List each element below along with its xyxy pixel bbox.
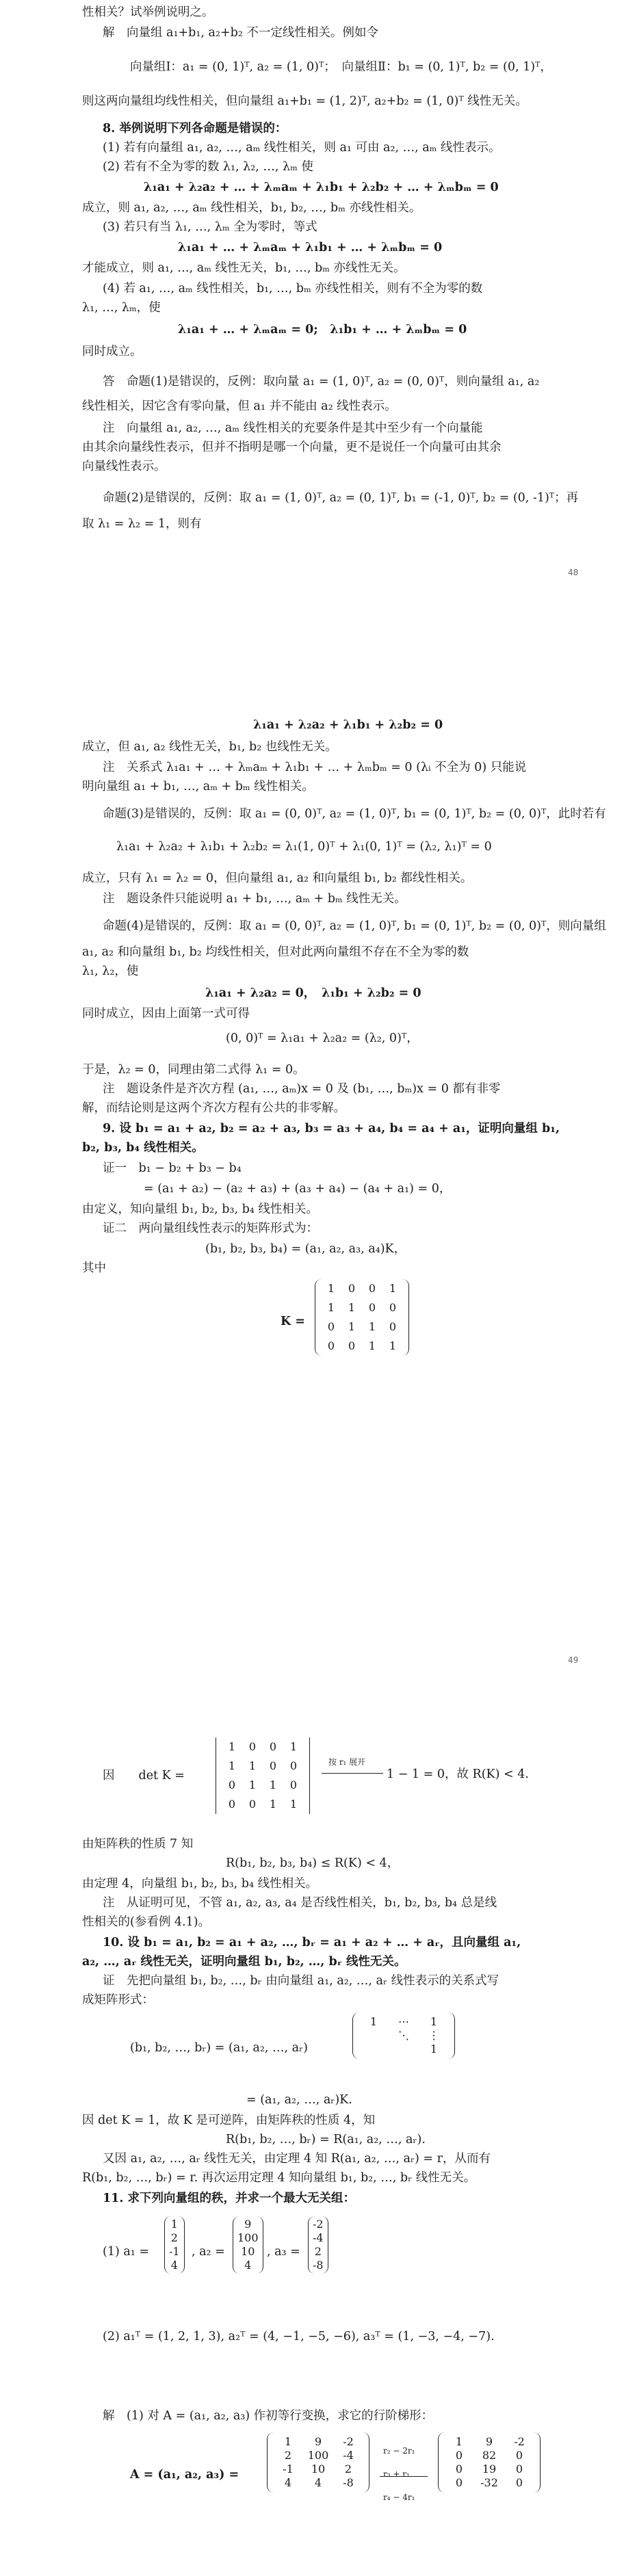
matrix-cell: 0 bbox=[515, 2449, 523, 2462]
text-line: λ₁, …, λₘ，使 bbox=[82, 301, 161, 315]
text-line: 才能成立，则 a₁, …, aₘ 线性无关，b₁, …, bₘ 亦线性无关。 bbox=[82, 261, 406, 275]
matrix-cell bbox=[359, 2042, 389, 2056]
matrix-cell: 1 bbox=[269, 1778, 277, 1791]
matrix-A bbox=[267, 2432, 369, 2493]
matrix-cell: 0 bbox=[248, 1798, 257, 1811]
page-48 bbox=[0, 0, 637, 711]
vector-a1 bbox=[164, 2216, 185, 2274]
vector-entry: 9 bbox=[244, 2218, 252, 2231]
note-line: 注 从证明可见，不管 a₁, a₂, a₃, a₄ 是否线性相关，b₁, b₂, b₃, b₄ 总是线 bbox=[103, 1896, 497, 1910]
equation: λ₁a₁ + λ₂a₂ + … + λₘaₘ + λ₁b₁ + λ₂b₂ + … + λₘbₘ = 0 bbox=[144, 181, 499, 194]
equation: λ₁a₁ + … + λₘaₘ + λ₁b₁ + … + λₘbₘ = 0 bbox=[178, 241, 443, 254]
det-result: 1 − 1 = 0，故 R(K) < 4. bbox=[387, 1767, 529, 1781]
expansion-note: 按 r₁ 展开 bbox=[328, 1757, 366, 1767]
matrix-cell: 9 bbox=[485, 2435, 493, 2448]
vector-entry: -4 bbox=[313, 2231, 324, 2244]
matrix-cell: 1 bbox=[430, 2015, 438, 2028]
page-49 bbox=[0, 711, 637, 1696]
text-line: R(b₁, b₂, …, bᵣ) = r. 再次运用定理 4 知向量组 b₁, b₂, …, bᵣ 线性无关。 bbox=[82, 2171, 476, 2185]
equation: = (a₁, a₂, …, aᵣ)K. bbox=[246, 2093, 352, 2107]
problem-10-title: 10. 设 b₁ = a₁, b₂ = a₁ + a₂, …, bᵣ = a₁ + a₂ + … + aᵣ，且向量组 a₁, bbox=[103, 1936, 521, 1949]
matrix-cell: 1 bbox=[369, 2015, 378, 2028]
note-line: 注 关系式 λ₁a₁ + … + λₘaₘ + λ₁b₁ + … + λₘbₘ = 0 (λᵢ 不全为 0) 只能说 bbox=[103, 761, 527, 774]
note-line: 注 题设条件只能说明 a₁ + b₁, …, aₘ + bₘ 线性无关。 bbox=[103, 892, 406, 906]
text-line: 由定义，知向量组 b₁, b₂, b₃, b₄ 线性相关。 bbox=[82, 1202, 318, 1216]
matrix-cell: ⋯ bbox=[398, 2015, 409, 2028]
answer-line: 答 命题(1)是错误的，反例：取向量 a₁ = (1, 0)ᵀ, a₂ = (0, 0)ᵀ，则向量组 a₁, a₂ bbox=[103, 375, 540, 389]
row-op: r₂ − 2r₁ bbox=[383, 2446, 415, 2456]
matrix-cell: -2 bbox=[343, 2435, 354, 2448]
matrix-cell: 0 bbox=[368, 1301, 376, 1314]
solution-line: 解 (1) 对 A = (a₁, a₂, a₃) 作初等行变换，求它的行阶梯形： bbox=[103, 2409, 434, 2423]
text-line: 则这两向量组均线性相关，但向量组 a₁+b₁ = (1, 2)ᵀ, a₂+b₂ = (1, 0)ᵀ 线性无关。 bbox=[82, 94, 528, 108]
equation: R(b₁, b₂, …, bᵣ) = R(a₁, a₂, …, aᵣ). bbox=[226, 2133, 426, 2146]
text-line: , a₂ = bbox=[192, 2245, 225, 2259]
matrix-cell: -32 bbox=[480, 2476, 498, 2489]
det-label: 因 det K = bbox=[103, 1769, 185, 1783]
matrix-cell bbox=[389, 2042, 419, 2056]
matrix-cell: 0 bbox=[455, 2462, 463, 2475]
text-line: λ₁, λ₂，使 bbox=[82, 964, 139, 978]
vector-entry: -8 bbox=[313, 2259, 324, 2272]
matrix-cell: 0 bbox=[348, 1339, 356, 1352]
matrix-A-label: A = (a₁, a₂, a₃) = bbox=[130, 2468, 239, 2482]
matrix-cell: 1 bbox=[327, 1301, 335, 1314]
matrix-cell: 100 bbox=[307, 2449, 329, 2462]
text-line: , a₃ = bbox=[267, 2245, 300, 2259]
vector-entry: -2 bbox=[313, 2218, 324, 2231]
matrix-cell: 1 bbox=[289, 1740, 298, 1753]
vector-entry: 100 bbox=[237, 2231, 259, 2244]
vector-entry: 2 bbox=[170, 2231, 178, 2244]
text-line: 又因 a₁, a₂, …, aᵣ 线性无关，由定理 4 知 R(a₁, a₂, …, aᵣ) = r，从而有 bbox=[103, 2152, 491, 2166]
matrix-cell: 0 bbox=[289, 1759, 298, 1772]
equation: λ₁a₁ + λ₂a₂ + λ₁b₁ + λ₂b₂ = 0 bbox=[253, 718, 443, 732]
problem-9-title: 9. 设 b₁ = a₁ + a₂, b₂ = a₂ + a₃, b₃ = a₃ + a₄, b₄ = a₄ + a₁，证明向量组 b₁, bbox=[103, 1122, 560, 1135]
matrix-cell: 0 bbox=[515, 2476, 523, 2489]
matrix-cell: 0 bbox=[228, 1778, 236, 1791]
transform-arrow bbox=[380, 2476, 428, 2477]
matrix-cell: 1 bbox=[430, 2042, 438, 2055]
note-line: 注 题设条件是齐次方程 (a₁, …, aₘ)x = 0 及 (b₁, …, bₘ)x = 0 都有非零 bbox=[103, 1082, 501, 1096]
equation: R(b₁, b₂, b₃, b₄) ≤ R(K) < 4， bbox=[226, 1856, 400, 1870]
matrix-cell: 0 bbox=[269, 1740, 277, 1753]
matrix-cell: 0 bbox=[327, 1339, 335, 1352]
matrix-cell: 1 bbox=[228, 1740, 236, 1753]
text-line: a₂, …, aᵣ 线性无关，证明向量组 b₁, b₂, …, bᵣ 线性无关。 bbox=[82, 1955, 406, 1969]
vector-entry: 4 bbox=[244, 2259, 252, 2272]
matrix-cell: 0 bbox=[289, 1778, 298, 1791]
matrix-cell: 1 bbox=[248, 1778, 257, 1791]
text-line: 由其余向量线性表示，但并不指明是哪一个向量，更不是说任一个向量可由其余 bbox=[82, 441, 502, 454]
matrix-cell: 1 bbox=[348, 1320, 356, 1333]
matrix-cell: 1 bbox=[228, 1759, 236, 1772]
note-line: 注 向量组 a₁, a₂, …, aₘ 线性相关的充要条件是其中至少有一个向量能 bbox=[103, 421, 483, 435]
matrix-cell: -4 bbox=[343, 2449, 354, 2462]
matrix-cell: 4 bbox=[284, 2476, 292, 2489]
equation: λ₁a₁ + λ₂a₂ = 0， λ₁b₁ + λ₂b₂ = 0 bbox=[205, 986, 421, 1000]
equation: (b₁, b₂, …, bᵣ) = (a₁, a₂, …, aᵣ) bbox=[130, 2041, 308, 2055]
prop-1: (1) 若有向量组 a₁, a₂, …, aₘ 线性相关，则 a₁ 可由 a₂, …, aₘ 线性表示。 bbox=[103, 141, 501, 155]
vector-a2 bbox=[233, 2216, 263, 2274]
matrix-cell: 1 bbox=[284, 2435, 292, 2448]
matrix-cell: 0 bbox=[455, 2476, 463, 2489]
matrix-cell: 0 bbox=[327, 1320, 335, 1333]
matrix-cell: 2 bbox=[344, 2462, 352, 2475]
equation: (0, 0)ᵀ = λ₁a₁ + λ₂a₂ = (λ₂, 0)ᵀ， bbox=[226, 1031, 419, 1045]
vector-entry: 10 bbox=[241, 2245, 255, 2258]
proof-two: 证二 两向量组线性表示的矩阵形式为： bbox=[103, 1222, 318, 1235]
page-50 bbox=[0, 1696, 637, 2576]
matrix-cell: 10 bbox=[311, 2462, 326, 2475]
text-line: 于是，λ₂ = 0，同理由第二式得 λ₁ = 0。 bbox=[82, 1063, 305, 1077]
vector-entry: 4 bbox=[170, 2259, 178, 2272]
page-number: 48 bbox=[568, 568, 579, 577]
counterexample-3: 命题(3)是错误的，反例：取 a₁ = (0, 0)ᵀ, a₂ = (1, 0)ᵀ, b₁ = (0, 1)ᵀ, b₂ = (0, 0)ᵀ，此时若有 bbox=[103, 807, 606, 821]
matrix-cell: 1 bbox=[348, 1301, 356, 1314]
equation: λ₁a₁ + λ₂a₂ + λ₁b₁ + λ₂b₂ = λ₁(1, 0)ᵀ + λ₁(0, 1)ᵀ = (λ₂, λ₁)ᵀ = 0 bbox=[116, 840, 492, 854]
matrix-cell: ⋮ bbox=[428, 2029, 439, 2042]
prop-2: (2) 若有不全为零的数 λ₁, λ₂, …, λₘ 使 bbox=[103, 160, 313, 174]
matrix-cell: -8 bbox=[343, 2476, 354, 2489]
problem-11-title: 11. 求下列向量组的秩，并求一个最大无关组： bbox=[103, 2192, 356, 2205]
matrix-cell: -2 bbox=[514, 2435, 525, 2448]
expansion-arrow bbox=[322, 1773, 383, 1774]
prop-3: (3) 若只有当 λ₁, …, λₘ 全为零时，等式 bbox=[103, 220, 317, 234]
matrix-cell: 0 bbox=[455, 2449, 463, 2462]
vector-entry: 2 bbox=[314, 2245, 322, 2258]
upper-triangular-matrix bbox=[352, 2012, 455, 2059]
text-line: 性相关的(参看例 4.1)。 bbox=[82, 1915, 211, 1929]
matrix-K bbox=[315, 1279, 409, 1356]
matrix-cell: 0 bbox=[389, 1301, 397, 1314]
matrix-cell: 0 bbox=[248, 1740, 257, 1753]
det-K bbox=[216, 1737, 310, 1814]
matrix-cell: 1 bbox=[269, 1798, 277, 1811]
matrix-cell: 0 bbox=[269, 1759, 277, 1772]
matrix-cell: 1 bbox=[389, 1282, 397, 1295]
text-line: 同时成立，因由上面第一式可得 bbox=[82, 1007, 250, 1021]
text-line: 由矩阵秩的性质 7 知 bbox=[82, 1837, 194, 1851]
part-2-label: (2) a₁ᵀ = (1, 2, 1, 3), a₂ᵀ = (4, −1, −5, −6), a₃ᵀ = (1, −3, −4, −7). bbox=[103, 2330, 495, 2343]
example-vectors: 向量组Ⅰ：a₁ = (0, 1)ᵀ, a₂ = (1, 0)ᵀ； 向量组Ⅱ：b₁ = (0, 1)ᵀ, b₂ = (0, 1)ᵀ， bbox=[130, 60, 552, 74]
text-line: 取 λ₁ = λ₂ = 1，则有 bbox=[82, 517, 202, 531]
matrix-cell: 1 bbox=[389, 1339, 397, 1352]
matrix-cell: ⋱ bbox=[398, 2029, 409, 2042]
text-line: 成矩阵形式： bbox=[82, 1993, 154, 2007]
proof-line: 证 先把向量组 b₁, b₂, …, bᵣ 由向量组 a₁, a₂, …, aᵣ 线性表示的关系式写 bbox=[103, 1974, 499, 1988]
matrix-cell: 82 bbox=[482, 2449, 497, 2462]
row-op: r₄ − 4r₁ bbox=[383, 2493, 415, 2502]
text-line: 成立，则 a₁, a₂, …, aₘ 线性相关，b₁, b₂, …, bₘ 亦线性相关。 bbox=[82, 201, 421, 215]
text-line: 解，而结论则是这两个齐次方程有公共的非零解。 bbox=[82, 1101, 346, 1115]
text-line: 因 det K = 1，故 K 是可逆阵，由矩阵秩的性质 4，知 bbox=[82, 2114, 376, 2127]
row-op: r₃ + r₁ bbox=[383, 2469, 410, 2479]
matrix-cell: 0 bbox=[389, 1320, 397, 1333]
counterexample-2: 命题(2)是错误的，反例：取 a₁ = (1, 0)ᵀ, a₂ = (0, 1)ᵀ, b₁ = (-1, 0)ᵀ, b₂ = (0, -1)ᵀ；再 bbox=[103, 491, 579, 505]
matrix-cell: 0 bbox=[368, 1282, 376, 1295]
text-line: 同时成立。 bbox=[82, 345, 142, 358]
vector-a3 bbox=[308, 2216, 328, 2274]
text-line: 成立，只有 λ₁ = λ₂ = 0，但向量组 a₁, a₂ 和向量组 b₁, b₂ 都线性相关。 bbox=[82, 871, 473, 885]
equation: λ₁a₁ + … + λₘaₘ = 0; λ₁b₁ + … + λₘbₘ = 0 bbox=[178, 323, 467, 337]
matrix-cell: -1 bbox=[283, 2462, 294, 2475]
row-ops bbox=[383, 2439, 415, 2509]
matrix-cell: 1 bbox=[368, 1320, 376, 1333]
matrix-cell bbox=[359, 2029, 389, 2042]
equation: = (a₁ + a₂) − (a₂ + a₃) + (a₃ + a₄) − (a₄ + a₁) = 0， bbox=[144, 1182, 452, 1196]
counterexample-4: 命题(4)是错误的，反例：取 a₁ = (0, 0)ᵀ, a₂ = (1, 0)ᵀ, b₁ = (0, 1)ᵀ, b₂ = (0, 0)ᵀ，则向量组 bbox=[103, 919, 606, 933]
proof-one: 证一 b₁ − b₂ + b₃ − b₄ bbox=[103, 1161, 242, 1175]
text-line: a₁, a₂ 和向量组 b₁, b₂ 均线性相关，但对此两向量组不存在不全为零的数 bbox=[82, 945, 469, 959]
text-line: 线性相关，因它含有零向量，但 a₁ 并不能由 a₂ 线性表示。 bbox=[82, 399, 397, 413]
matrix-A-step bbox=[438, 2432, 541, 2493]
text-line: 由定理 4，向量组 b₁, b₂, b₃, b₄ 线性相关。 bbox=[82, 1877, 318, 1891]
part-1-label: (1) a₁ = bbox=[103, 2245, 150, 2259]
text-line: 性相关？试举例说明之。 bbox=[82, 5, 214, 19]
matrix-cell: 1 bbox=[289, 1798, 298, 1811]
matrix-cell: 2 bbox=[284, 2449, 292, 2462]
matrix-cell: 0 bbox=[228, 1798, 236, 1811]
matrix-cell: 19 bbox=[482, 2462, 497, 2475]
text-line: b₂, b₃, b₄ 线性相关。 bbox=[82, 1141, 204, 1155]
vector-entry: 1 bbox=[170, 2218, 178, 2231]
vector-entry: -1 bbox=[169, 2245, 180, 2258]
text-line: 向量线性表示。 bbox=[82, 460, 166, 473]
solution-line: 解 向量组 a₁+b₁, a₂+b₂ 不一定线性相关。例如令 bbox=[103, 26, 378, 40]
matrix-cell: 4 bbox=[314, 2476, 322, 2489]
page-number: 49 bbox=[568, 1655, 579, 1665]
matrix-cell: 1 bbox=[368, 1339, 376, 1352]
equation: (b₁, b₂, b₃, b₄) = (a₁, a₂, a₃, a₄)K， bbox=[205, 1242, 406, 1256]
matrix-cell: 9 bbox=[314, 2435, 322, 2448]
text-line: 成立，但 a₁, a₂ 线性无关，b₁, b₂ 也线性无关。 bbox=[82, 740, 337, 754]
matrix-cell: 1 bbox=[327, 1282, 335, 1295]
text-line: 明向量组 a₁ + b₁, …, aₘ + bₘ 线性相关。 bbox=[82, 780, 314, 793]
prop-4: (4) 若 a₁, …, aₘ 线性相关，b₁, …, bₘ 亦线性相关，则有不全为零的数 bbox=[103, 282, 483, 295]
matrix-cell: 1 bbox=[248, 1759, 257, 1772]
matrix-cell: 1 bbox=[455, 2435, 463, 2448]
matrix-cell: 0 bbox=[515, 2462, 523, 2475]
matrix-label: K = bbox=[281, 1315, 305, 1328]
text-line: 其中 bbox=[82, 1261, 106, 1275]
problem-8-title: 8. 举例说明下列各命题是错误的： bbox=[103, 122, 287, 135]
matrix-cell: 0 bbox=[348, 1282, 356, 1295]
